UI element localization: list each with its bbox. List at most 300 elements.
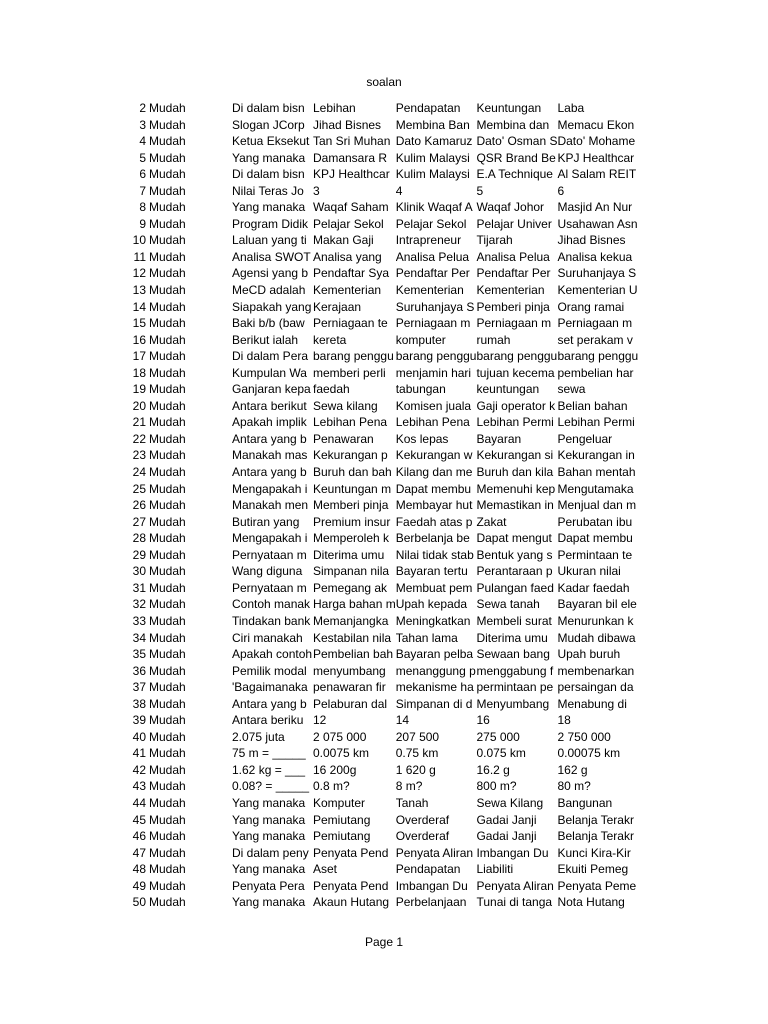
option-b-cell: Dato Kamaruz: [395, 134, 473, 149]
option-d-cell: Bayaran bil ele: [557, 597, 637, 612]
row-number-cell: 44: [132, 795, 146, 810]
row-number-cell: 29: [132, 547, 146, 562]
table-row: [0, 183, 643, 200]
table-row: [0, 894, 643, 911]
option-b-cell: tabungan: [395, 382, 446, 397]
option-a-cell: kereta: [313, 332, 347, 347]
table-row: [0, 729, 643, 746]
option-d-cell: Masjid An Nur: [557, 200, 633, 215]
question-cell: Di dalam peny: [232, 845, 309, 860]
option-d-cell: Lebihan Permi: [557, 415, 635, 430]
option-c-cell: 0.075 km: [476, 746, 526, 761]
table-body: [0, 100, 643, 911]
option-c-cell: Bentuk yang s: [476, 547, 553, 562]
option-b-cell: Pendapatan: [395, 101, 461, 115]
difficulty-cell: Mudah: [149, 829, 186, 844]
difficulty-cell: Mudah: [149, 283, 186, 298]
option-d-cell: Menabung di: [557, 696, 627, 711]
row-number-cell: 23: [132, 448, 146, 463]
row-number-cell: 32: [132, 597, 146, 612]
option-a-cell: Sewa kilang: [313, 398, 378, 413]
table-row: [0, 166, 643, 183]
question-cell: Kumpulan Wa: [232, 365, 307, 380]
option-a-cell: Memanjangka: [313, 613, 389, 628]
option-d-cell: Bangunan: [557, 795, 613, 810]
row-number-cell: 3: [139, 117, 146, 132]
option-c-cell: Membina dan: [476, 117, 550, 132]
option-c-cell: Liabiliti: [476, 862, 514, 877]
row-number-cell: 20: [132, 398, 146, 413]
row-number-cell: 42: [132, 762, 146, 777]
row-number-cell: 34: [132, 630, 146, 645]
option-b-cell: 4: [395, 183, 403, 198]
row-number-cell: 49: [132, 878, 146, 893]
option-a-cell: menyumbang: [313, 663, 386, 678]
option-d-cell: Menjual dan m: [557, 498, 637, 513]
option-a-cell: Keuntungan m: [313, 481, 392, 496]
difficulty-cell: Mudah: [149, 762, 186, 777]
option-d-cell: Suruhanjaya S: [557, 266, 637, 281]
table-row: [0, 150, 643, 167]
table-row: [0, 216, 643, 233]
row-number-cell: 12: [132, 266, 146, 281]
question-cell: Agensi yang b: [232, 266, 309, 281]
difficulty-cell: Mudah: [149, 465, 186, 480]
question-cell: Antara beriku: [232, 713, 304, 728]
question-cell: Laluan yang ti: [232, 233, 307, 248]
question-cell: Wang diguna: [232, 564, 303, 579]
option-d-cell: KPJ Healthcar: [557, 150, 635, 165]
option-a-cell: Pemiutang: [313, 829, 371, 844]
table-row: [0, 299, 643, 316]
row-number-cell: 10: [132, 233, 146, 248]
table-row: [0, 878, 643, 895]
row-number-cell: 43: [132, 779, 146, 794]
row-number-cell: 31: [132, 580, 146, 595]
option-a-cell: Komputer: [313, 795, 366, 810]
option-c-cell: Lebihan Permi: [476, 415, 554, 430]
option-a-cell: 2 075 000: [313, 729, 367, 744]
option-c-cell: Perantaraan p: [476, 564, 553, 579]
page-number: Page 1: [364, 935, 404, 949]
option-d-cell: Belanja Terakr: [557, 812, 634, 827]
option-c-cell: Bayaran: [476, 431, 522, 446]
table-row: [0, 282, 643, 299]
option-c-cell: Tijarah: [476, 233, 513, 248]
option-b-cell: 0.75 km: [395, 746, 439, 761]
table-row: [0, 530, 643, 547]
row-number-cell: 48: [132, 862, 146, 877]
option-c-cell: Sewa Kilang: [476, 795, 544, 810]
difficulty-cell: Mudah: [149, 663, 186, 678]
difficulty-cell: Mudah: [149, 183, 186, 198]
option-d-cell: Belanja Terakr: [557, 829, 634, 844]
option-a-cell: penawaran fir: [313, 680, 386, 695]
option-a-cell: Buruh dan bah: [313, 465, 392, 480]
question-cell: MeCD adalah: [232, 283, 306, 298]
option-d-cell: Permintaan te: [557, 547, 633, 562]
option-c-cell: Pulangan faed: [476, 580, 554, 595]
difficulty-cell: Mudah: [149, 398, 186, 413]
question-cell: 1.62 kg = ___: [232, 762, 306, 777]
option-c-cell: Sewa tanah: [476, 597, 540, 612]
option-d-cell: Pengeluar: [557, 431, 613, 446]
option-a-cell: Damansara R: [313, 150, 388, 165]
difficulty-cell: Mudah: [149, 514, 186, 529]
option-b-cell: Perniagaan m: [395, 316, 471, 331]
question-cell: Ciri manakah: [232, 630, 303, 645]
row-number-cell: 26: [132, 498, 146, 513]
option-a-cell: Penawaran: [313, 431, 374, 446]
row-number-cell: 2: [139, 101, 146, 115]
table-row: [0, 630, 643, 647]
question-cell: Yang manaka: [232, 862, 306, 877]
option-a-cell: Lebihan: [313, 101, 356, 115]
table-row: [0, 133, 643, 150]
option-a-cell: Aset: [313, 862, 338, 877]
option-d-cell: persaingan da: [557, 680, 634, 695]
option-c-cell: keuntungan: [476, 382, 540, 397]
question-cell: Program Didik: [232, 216, 309, 231]
option-d-cell: Laba: [557, 101, 585, 115]
option-c-cell: Membeli surat: [476, 613, 552, 628]
option-a-cell: Akaun Hutang: [313, 895, 390, 910]
table-row: [0, 762, 643, 779]
difficulty-cell: Mudah: [149, 647, 186, 662]
difficulty-cell: Mudah: [149, 613, 186, 628]
row-number-cell: 50: [132, 895, 146, 910]
question-cell: Yang manaka: [232, 812, 306, 827]
option-b-cell: Perbelanjaan: [395, 895, 467, 910]
option-b-cell: Membuat pem: [395, 580, 473, 595]
option-d-cell: Ekuiti Pemeg: [557, 862, 629, 877]
question-table: [0, 100, 643, 911]
option-a-cell: Makan Gaji: [313, 233, 374, 248]
row-number-cell: 4: [139, 134, 146, 149]
difficulty-cell: Mudah: [149, 713, 186, 728]
option-b-cell: Dapat membu: [395, 481, 472, 496]
option-c-cell: Dato' Osman S: [476, 134, 558, 149]
difficulty-cell: Mudah: [149, 729, 186, 744]
difficulty-cell: Mudah: [149, 696, 186, 711]
table-row: [0, 265, 643, 282]
option-d-cell: Kementerian U: [557, 283, 638, 298]
row-number-cell: 38: [132, 696, 146, 711]
option-c-cell: Perniagaan m: [476, 316, 552, 331]
difficulty-cell: Mudah: [149, 101, 186, 115]
option-b-cell: Tanah: [395, 795, 429, 810]
option-a-cell: KPJ Healthcar: [313, 167, 390, 182]
table-row: [0, 232, 643, 249]
table-row: [0, 381, 643, 398]
option-d-cell: Jihad Bisnes: [557, 233, 626, 248]
difficulty-cell: Mudah: [149, 431, 186, 446]
question-cell: Pernyataan m: [232, 547, 307, 562]
table-row: [0, 613, 643, 630]
difficulty-cell: Mudah: [149, 167, 186, 182]
table-row: [0, 414, 643, 431]
option-c-cell: 16.2 g: [476, 762, 510, 777]
difficulty-cell: Mudah: [149, 382, 186, 397]
question-cell: Yang manaka: [232, 829, 306, 844]
question-cell: Antara berikut: [232, 398, 307, 413]
table-row: [0, 679, 643, 696]
row-number-cell: 13: [132, 283, 146, 298]
question-cell: Apakah implik: [232, 415, 307, 430]
option-d-cell: pembelian har: [557, 365, 634, 380]
option-b-cell: Berbelanja be: [395, 531, 470, 546]
option-d-cell: 0.00075 km: [557, 746, 621, 761]
difficulty-cell: Mudah: [149, 134, 186, 149]
difficulty-cell: Mudah: [149, 795, 186, 810]
question-cell: Di dalam bisn: [232, 167, 305, 182]
difficulty-cell: Mudah: [149, 630, 186, 645]
option-a-cell: Jihad Bisnes: [313, 117, 382, 132]
option-a-cell: Memberi pinja: [313, 498, 389, 513]
row-number-cell: 47: [132, 845, 146, 860]
option-b-cell: barang penggu: [395, 349, 477, 364]
option-a-cell: Harga bahan m: [313, 597, 396, 612]
option-b-cell: Kulim Malaysi: [395, 167, 470, 182]
option-b-cell: Membayar hut: [395, 498, 473, 513]
option-a-cell: 0.8 m?: [313, 779, 350, 794]
option-d-cell: Orang ramai: [557, 299, 625, 314]
question-cell: Mengapakah i: [232, 481, 308, 496]
table-row: [0, 596, 643, 613]
table-row: [0, 249, 643, 266]
option-a-cell: Lebihan Pena: [313, 415, 388, 430]
option-a-cell: Penyata Pend: [313, 845, 389, 860]
option-a-cell: 16 200g: [313, 762, 357, 777]
question-cell: Ganjaran kepa: [232, 382, 311, 397]
option-b-cell: Membina Ban: [395, 117, 470, 132]
table-row: [0, 696, 643, 713]
option-b-cell: Overderaf: [395, 829, 450, 844]
option-c-cell: Memenuhi kep: [476, 481, 556, 496]
row-number-cell: 22: [132, 431, 146, 446]
option-d-cell: Mengutamaka: [557, 481, 634, 496]
option-a-cell: Kekurangan p: [313, 448, 388, 463]
option-a-cell: memberi perli: [313, 365, 386, 380]
table-row: [0, 795, 643, 812]
table-row: [0, 828, 643, 845]
row-number-cell: 5: [139, 150, 146, 165]
question-cell: Manakah mas: [232, 448, 308, 463]
option-b-cell: 1 620 g: [395, 762, 436, 777]
row-number-cell: 18: [132, 365, 146, 380]
option-a-cell: barang penggu: [313, 349, 394, 364]
option-b-cell: mekanisme ha: [395, 680, 474, 695]
option-c-cell: tujuan kecema: [476, 365, 555, 380]
table-row: [0, 845, 643, 862]
option-b-cell: Bayaran pelba: [395, 647, 474, 662]
difficulty-cell: Mudah: [149, 564, 186, 579]
option-d-cell: Kunci Kira-Kir: [557, 845, 631, 860]
row-number-cell: 16: [132, 332, 146, 347]
option-b-cell: Simpanan di d: [395, 696, 473, 711]
difficulty-cell: Mudah: [149, 216, 186, 231]
difficulty-cell: Mudah: [149, 531, 186, 546]
option-c-cell: Penyata Aliran: [476, 878, 554, 893]
option-c-cell: Waqaf Johor: [476, 200, 545, 215]
table-row: [0, 464, 643, 481]
table-row: [0, 745, 643, 762]
question-cell: Analisa SWOT: [232, 249, 311, 264]
row-number-cell: 37: [132, 680, 146, 695]
difficulty-cell: Mudah: [149, 547, 186, 562]
row-number-cell: 27: [132, 514, 146, 529]
table-row: [0, 646, 643, 663]
option-d-cell: Belian bahan: [557, 398, 628, 413]
option-c-cell: 800 m?: [476, 779, 517, 794]
option-c-cell: Buruh dan kila: [476, 465, 554, 480]
option-a-cell: Waqaf Saham: [313, 200, 389, 215]
difficulty-cell: Mudah: [149, 498, 186, 513]
row-number-cell: 17: [132, 349, 146, 364]
table-row: [0, 315, 643, 332]
option-c-cell: Dapat mengut: [476, 531, 552, 546]
question-cell: Siapakah yang: [232, 299, 312, 314]
difficulty-cell: Mudah: [149, 845, 186, 860]
option-c-cell: Pelajar Univer: [476, 216, 552, 231]
option-c-cell: Pemberi pinja: [476, 299, 550, 314]
table-row: [0, 348, 643, 365]
difficulty-cell: Mudah: [149, 117, 186, 132]
option-d-cell: Bahan mentah: [557, 465, 636, 480]
difficulty-cell: Mudah: [149, 200, 186, 215]
table-row: [0, 778, 643, 795]
table-row: [0, 199, 643, 216]
option-a-cell: Pembelian bah: [313, 647, 394, 662]
option-d-cell: Mudah dibawa: [557, 630, 636, 645]
option-c-cell: Zakat: [476, 514, 507, 529]
option-d-cell: Penyata Peme: [557, 878, 637, 893]
difficulty-cell: Mudah: [149, 299, 186, 314]
option-d-cell: sewa: [557, 382, 586, 397]
question-cell: 2.075 juta: [232, 729, 285, 744]
option-a-cell: Memperoleh k: [313, 531, 390, 546]
option-b-cell: Kementerian: [395, 283, 464, 298]
option-d-cell: membenarkan: [557, 663, 635, 678]
option-c-cell: QSR Brand Be: [476, 150, 556, 165]
row-number-cell: 39: [132, 713, 146, 728]
option-c-cell: Kekurangan si: [476, 448, 554, 463]
option-d-cell: Kadar faedah: [557, 580, 630, 595]
option-b-cell: Analisa Pelua: [395, 249, 470, 264]
question-cell: Antara yang b: [232, 431, 307, 446]
option-c-cell: Kementerian: [476, 283, 545, 298]
option-a-cell: Penyata Pend: [313, 878, 389, 893]
option-b-cell: Kekurangan w: [395, 448, 473, 463]
row-number-cell: 19: [132, 382, 146, 397]
option-c-cell: Gadai Janji: [476, 829, 537, 844]
table-row: [0, 563, 643, 580]
row-number-cell: 8: [139, 200, 146, 215]
option-a-cell: faedah: [313, 382, 350, 397]
row-number-cell: 30: [132, 564, 146, 579]
option-c-cell: barang penggu: [476, 349, 558, 364]
option-d-cell: 18: [557, 713, 571, 728]
option-c-cell: 16: [476, 713, 490, 728]
question-cell: Butiran yang: [232, 514, 300, 529]
difficulty-cell: Mudah: [149, 597, 186, 612]
question-cell: Berikut ialah: [232, 332, 299, 347]
option-b-cell: Overderaf: [395, 812, 450, 827]
option-c-cell: 5: [476, 183, 484, 198]
difficulty-cell: Mudah: [149, 680, 186, 695]
row-number-cell: 11: [133, 249, 146, 264]
option-b-cell: Faedah atas p: [395, 514, 473, 529]
question-cell: Contoh manak: [232, 597, 311, 612]
option-a-cell: Pelajar Sekol: [313, 216, 384, 231]
question-cell: Tindakan bank: [232, 613, 311, 628]
row-number-cell: 36: [132, 663, 146, 678]
option-c-cell: Analisa Pelua: [476, 249, 550, 264]
difficulty-cell: Mudah: [149, 316, 186, 331]
table-row: [0, 514, 643, 531]
option-d-cell: Perniagaan m: [557, 316, 633, 331]
question-cell: Penyata Pera: [232, 878, 305, 893]
option-b-cell: 14: [395, 713, 410, 728]
difficulty-cell: Mudah: [149, 481, 186, 496]
difficulty-cell: Mudah: [149, 150, 186, 165]
option-b-cell: 207 500: [395, 729, 440, 744]
option-d-cell: 2 750 000: [557, 729, 611, 744]
table-row: [0, 332, 643, 349]
table-row: [0, 663, 643, 680]
option-d-cell: Al Salam REIT: [557, 167, 637, 182]
option-b-cell: menjamin hari: [395, 365, 472, 380]
option-a-cell: Kestabilan nila: [313, 630, 392, 645]
option-d-cell: 162 g: [557, 762, 588, 777]
table-row: [0, 100, 643, 117]
option-c-cell: Keuntungan: [476, 101, 542, 115]
option-c-cell: menggabung f: [476, 663, 554, 678]
question-cell: Yang manaka: [232, 200, 306, 215]
difficulty-cell: Mudah: [149, 895, 186, 910]
question-cell: Yang manaka: [232, 795, 306, 810]
option-c-cell: Gaji operator k: [476, 398, 556, 413]
row-number-cell: 28: [132, 531, 146, 546]
option-a-cell: Pelaburan dal: [313, 696, 388, 711]
option-a-cell: 3: [313, 183, 320, 198]
question-cell: Di dalam Pera: [232, 349, 309, 364]
table-row: [0, 497, 643, 514]
option-b-cell: Komisen juala: [395, 398, 472, 413]
question-cell: 75 m = _____: [232, 746, 306, 761]
option-b-cell: Intrapreneur: [395, 233, 462, 248]
question-cell: 'Bagaimanaka: [232, 680, 308, 695]
option-c-cell: Gadai Janji: [476, 812, 537, 827]
difficulty-cell: Mudah: [149, 332, 186, 347]
option-a-cell: Simpanan nila: [313, 564, 390, 579]
option-b-cell: Pendaftar Per: [395, 266, 470, 281]
row-number-cell: 9: [139, 216, 146, 231]
question-cell: Yang manaka: [232, 895, 306, 910]
option-b-cell: Imbangan Du: [395, 878, 468, 893]
question-cell: Manakah men: [232, 498, 309, 513]
option-b-cell: Pelajar Sekol: [395, 216, 467, 231]
difficulty-cell: Mudah: [149, 862, 186, 877]
option-a-cell: Kerajaan: [313, 299, 362, 314]
question-cell: Antara yang b: [232, 465, 307, 480]
question-cell: Yang manaka: [232, 150, 306, 165]
option-c-cell: Memastikan in: [476, 498, 554, 513]
option-b-cell: Bayaran tertu: [395, 564, 468, 579]
difficulty-cell: Mudah: [149, 878, 186, 893]
table-row: [0, 712, 643, 729]
option-c-cell: Sewaan bang: [476, 647, 550, 662]
